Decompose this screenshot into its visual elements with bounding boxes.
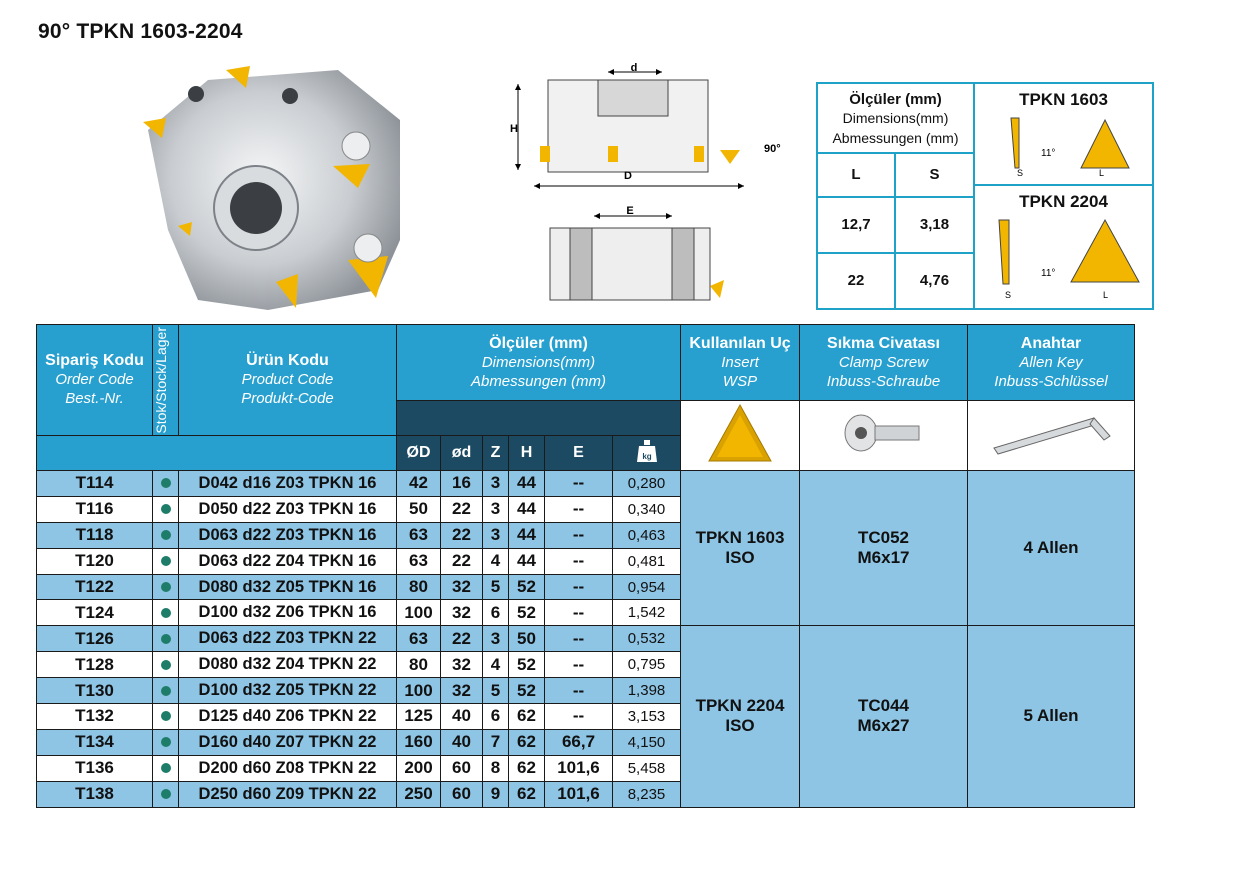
insert-header: Kullanılan Uç Insert WSP xyxy=(681,325,800,401)
weight-kg: 0,340 xyxy=(613,496,681,522)
dim-H: 50 xyxy=(509,626,545,652)
stock-dot-icon xyxy=(161,608,171,618)
teeth-Z: 5 xyxy=(483,574,509,600)
insert-dimension-box xyxy=(816,82,1154,310)
stock-indicator xyxy=(153,781,179,807)
col-S-header: S xyxy=(895,153,974,197)
row2-S: 4,76 xyxy=(895,253,974,309)
dim-H: 52 xyxy=(509,600,545,626)
stock-indicator xyxy=(153,471,179,497)
stock-dot-icon xyxy=(161,634,171,644)
product-table xyxy=(36,324,1135,808)
order-code: T122 xyxy=(37,574,153,600)
allen-key-icon xyxy=(986,408,1116,458)
insert-1603-panel xyxy=(974,83,1153,185)
dim-d: 60 xyxy=(441,781,483,807)
weight-kg: 0,481 xyxy=(613,548,681,574)
table-body xyxy=(37,471,1135,808)
insert-image-cell xyxy=(681,401,800,471)
dim-d: 40 xyxy=(441,704,483,730)
l-label-2204: L xyxy=(1102,290,1108,300)
stock-indicator xyxy=(153,626,179,652)
insert-2204-panel xyxy=(974,185,1153,309)
product-code-header: Ürün Kodu Product Code Produkt-Code xyxy=(179,325,397,436)
col-L-header: L xyxy=(817,153,895,197)
screw-image-cell xyxy=(800,401,968,471)
product-code: D080 d32 Z04 TPKN 22 xyxy=(179,652,397,678)
product-code: D125 d40 Z06 TPKN 22 xyxy=(179,704,397,730)
weight-kg: 0,954 xyxy=(613,574,681,600)
stock-dot-icon xyxy=(161,737,171,747)
teeth-Z: 3 xyxy=(483,626,509,652)
angle-label-1603: 11° xyxy=(1040,148,1055,159)
dim-d: 32 xyxy=(441,678,483,704)
teeth-Z: 7 xyxy=(483,729,509,755)
dim-D: 100 xyxy=(397,600,441,626)
order-code: T132 xyxy=(37,704,153,730)
screw-icon xyxy=(839,408,929,458)
dim-H: 44 xyxy=(509,522,545,548)
dim-E: -- xyxy=(545,496,613,522)
dim-D: 63 xyxy=(397,522,441,548)
dim-D: 80 xyxy=(397,652,441,678)
dim-d: 32 xyxy=(441,574,483,600)
dim-box-header xyxy=(817,83,974,153)
row2-L: 22 xyxy=(817,253,895,309)
dim-E: -- xyxy=(545,626,613,652)
teeth-Z: 4 xyxy=(483,652,509,678)
col-E-header: E xyxy=(545,436,613,471)
dim-D: 80 xyxy=(397,574,441,600)
stock-indicator xyxy=(153,548,179,574)
stock-dot-icon xyxy=(161,789,171,799)
stock-indicator xyxy=(153,755,179,781)
col-kg-header xyxy=(613,436,681,471)
stock-dot-icon xyxy=(161,686,171,696)
dim-E: 101,6 xyxy=(545,781,613,807)
dim-H: 44 xyxy=(509,496,545,522)
stock-dot-icon xyxy=(161,711,171,721)
weight-kg: 0,280 xyxy=(613,471,681,497)
dim-d: 22 xyxy=(441,548,483,574)
weight-kg: 3,153 xyxy=(613,704,681,730)
dim-box-subtitle-de: Abmessungen (mm) xyxy=(832,130,959,146)
dim-box-title: Ölçüler (mm) xyxy=(849,91,942,108)
col-D-header: ØD xyxy=(397,436,441,471)
teeth-Z: 8 xyxy=(483,755,509,781)
stock-dot-icon xyxy=(161,530,171,540)
dim-D: 63 xyxy=(397,626,441,652)
order-code: T120 xyxy=(37,548,153,574)
insert-icon xyxy=(705,401,775,465)
stock-dot-icon xyxy=(161,763,171,773)
dim-d-label: d xyxy=(630,62,638,74)
stock-indicator xyxy=(153,522,179,548)
dim-D: 50 xyxy=(397,496,441,522)
stock-dot-icon xyxy=(161,582,171,592)
dim-H: 62 xyxy=(509,755,545,781)
product-code: D042 d16 Z03 TPKN 16 xyxy=(179,471,397,497)
dim-D: 125 xyxy=(397,704,441,730)
dim-D: 200 xyxy=(397,755,441,781)
stock-indicator xyxy=(153,574,179,600)
teeth-Z: 3 xyxy=(483,471,509,497)
dim-E: -- xyxy=(545,522,613,548)
product-code: D250 d60 Z09 TPKN 22 xyxy=(179,781,397,807)
dim-E: -- xyxy=(545,548,613,574)
weight-icon xyxy=(636,439,658,463)
dim-E: -- xyxy=(545,600,613,626)
product-code: D200 d60 Z08 TPKN 22 xyxy=(179,755,397,781)
dim-D: 160 xyxy=(397,729,441,755)
stock-dot-icon xyxy=(161,504,171,514)
teeth-Z: 6 xyxy=(483,600,509,626)
dim-d: 32 xyxy=(441,652,483,678)
s-label-2204: S xyxy=(1004,290,1011,300)
product-code: D160 d40 Z07 TPKN 22 xyxy=(179,729,397,755)
order-code: T114 xyxy=(37,471,153,497)
stock-indicator xyxy=(153,678,179,704)
dim-d: 60 xyxy=(441,755,483,781)
dim-H: 52 xyxy=(509,678,545,704)
col-d-header: ød xyxy=(441,436,483,471)
clamp-screw-code: TC052 M6x17 xyxy=(800,471,968,626)
dim-d: 22 xyxy=(441,496,483,522)
insert-code: TPKN 1603 ISO xyxy=(681,471,800,626)
allen-key-header: Anahtar Allen Key Inbuss-Schlüssel xyxy=(968,325,1135,401)
stock-indicator xyxy=(153,704,179,730)
order-code: T124 xyxy=(37,600,153,626)
weight-kg: 5,458 xyxy=(613,755,681,781)
dim-H: 62 xyxy=(509,729,545,755)
weight-kg: 0,463 xyxy=(613,522,681,548)
stock-dot-icon xyxy=(161,660,171,670)
dim-E: 101,6 xyxy=(545,755,613,781)
section-view-drawing xyxy=(520,198,730,308)
dim-E: 66,7 xyxy=(545,729,613,755)
dim-E: -- xyxy=(545,574,613,600)
insert-2204-drawing xyxy=(979,212,1149,304)
order-code: T134 xyxy=(37,729,153,755)
stock-indicator xyxy=(153,652,179,678)
side-view-drawing xyxy=(498,58,798,198)
teeth-Z: 6 xyxy=(483,704,509,730)
product-code: D100 d32 Z06 TPKN 16 xyxy=(179,600,397,626)
milling-cutter-photo xyxy=(138,60,410,318)
dim-H: 44 xyxy=(509,548,545,574)
dim-E: -- xyxy=(545,704,613,730)
order-code: T130 xyxy=(37,678,153,704)
allen-key-image-cell xyxy=(968,401,1135,471)
teeth-Z: 4 xyxy=(483,548,509,574)
weight-kg: 1,542 xyxy=(613,600,681,626)
product-code: D100 d32 Z05 TPKN 22 xyxy=(179,678,397,704)
table-row xyxy=(37,471,1135,497)
dim-H: 52 xyxy=(509,574,545,600)
dim-d: 22 xyxy=(441,522,483,548)
s-label-1603: S xyxy=(1016,168,1023,178)
allen-key-size: 5 Allen xyxy=(968,626,1135,807)
dim-D-label: D xyxy=(624,170,632,182)
dim-d: 16 xyxy=(441,471,483,497)
product-code: D080 d32 Z05 TPKN 16 xyxy=(179,574,397,600)
stock-indicator xyxy=(153,496,179,522)
dim-d: 40 xyxy=(441,729,483,755)
table-row xyxy=(37,626,1135,652)
dim-E: -- xyxy=(545,471,613,497)
dims-spacer xyxy=(397,401,681,436)
dim-d: 22 xyxy=(441,626,483,652)
order-code: T116 xyxy=(37,496,153,522)
dim-E-label: E xyxy=(626,205,634,217)
product-code: D050 d22 Z03 TPKN 16 xyxy=(179,496,397,522)
order-code: T118 xyxy=(37,522,153,548)
product-code: D063 d22 Z03 TPKN 16 xyxy=(179,522,397,548)
row1-L: 12,7 xyxy=(817,197,895,253)
weight-kg: 0,532 xyxy=(613,626,681,652)
stock-indicator xyxy=(153,600,179,626)
dim-D: 63 xyxy=(397,548,441,574)
weight-kg: 1,398 xyxy=(613,678,681,704)
insert-1603-drawing xyxy=(979,110,1149,180)
col-H-header: H xyxy=(509,436,545,471)
dim-E: -- xyxy=(545,678,613,704)
header-blank xyxy=(37,436,397,471)
product-code: D063 d22 Z04 TPKN 16 xyxy=(179,548,397,574)
col-Z-header: Z xyxy=(483,436,509,471)
weight-kg: 0,795 xyxy=(613,652,681,678)
dim-H: 62 xyxy=(509,781,545,807)
weight-kg: 8,235 xyxy=(613,781,681,807)
stock-indicator xyxy=(153,729,179,755)
dim-D: 42 xyxy=(397,471,441,497)
stock-dot-icon xyxy=(161,478,171,488)
teeth-Z: 9 xyxy=(483,781,509,807)
product-code: D063 d22 Z03 TPKN 22 xyxy=(179,626,397,652)
weight-kg: 4,150 xyxy=(613,729,681,755)
insert-1603-name: TPKN 1603 xyxy=(1019,90,1108,109)
clamp-screw-header: Sıkma Civatası Clamp Screw Inbuss-Schraube xyxy=(800,325,968,401)
order-code: T126 xyxy=(37,626,153,652)
order-code: T138 xyxy=(37,781,153,807)
angle-90-label: 90° xyxy=(764,143,781,155)
angle-label-2204: 11° xyxy=(1040,268,1055,279)
dim-H: 62 xyxy=(509,704,545,730)
dim-H: 44 xyxy=(509,471,545,497)
dim-E: -- xyxy=(545,652,613,678)
stock-dot-icon xyxy=(161,556,171,566)
order-code: T128 xyxy=(37,652,153,678)
dim-d: 32 xyxy=(441,600,483,626)
teeth-Z: 3 xyxy=(483,496,509,522)
order-code-header: Sipariş Kodu Order Code Best.-Nr. xyxy=(37,325,153,436)
dim-box-subtitle-en: Dimensions(mm) xyxy=(842,110,949,126)
dim-D: 250 xyxy=(397,781,441,807)
order-code: T136 xyxy=(37,755,153,781)
dim-D: 100 xyxy=(397,678,441,704)
svg-text:kg: kg xyxy=(641,451,652,461)
dim-H-label: H xyxy=(510,123,518,135)
allen-key-size: 4 Allen xyxy=(968,471,1135,626)
insert-code: TPKN 2204 ISO xyxy=(681,626,800,807)
insert-2204-name: TPKN 2204 xyxy=(1019,192,1108,211)
teeth-Z: 5 xyxy=(483,678,509,704)
row1-S: 3,18 xyxy=(895,197,974,253)
dim-H: 52 xyxy=(509,652,545,678)
clamp-screw-code: TC044 M6x27 xyxy=(800,626,968,807)
stock-header: Stok/Stock/Lager xyxy=(153,325,179,436)
page-title: 90° TPKN 1603-2204 xyxy=(38,20,243,43)
dimensions-header: Ölçüler (mm) Dimensions(mm) Abmessungen (mm) xyxy=(397,325,681,401)
teeth-Z: 3 xyxy=(483,522,509,548)
l-label-1603: L xyxy=(1098,168,1104,178)
